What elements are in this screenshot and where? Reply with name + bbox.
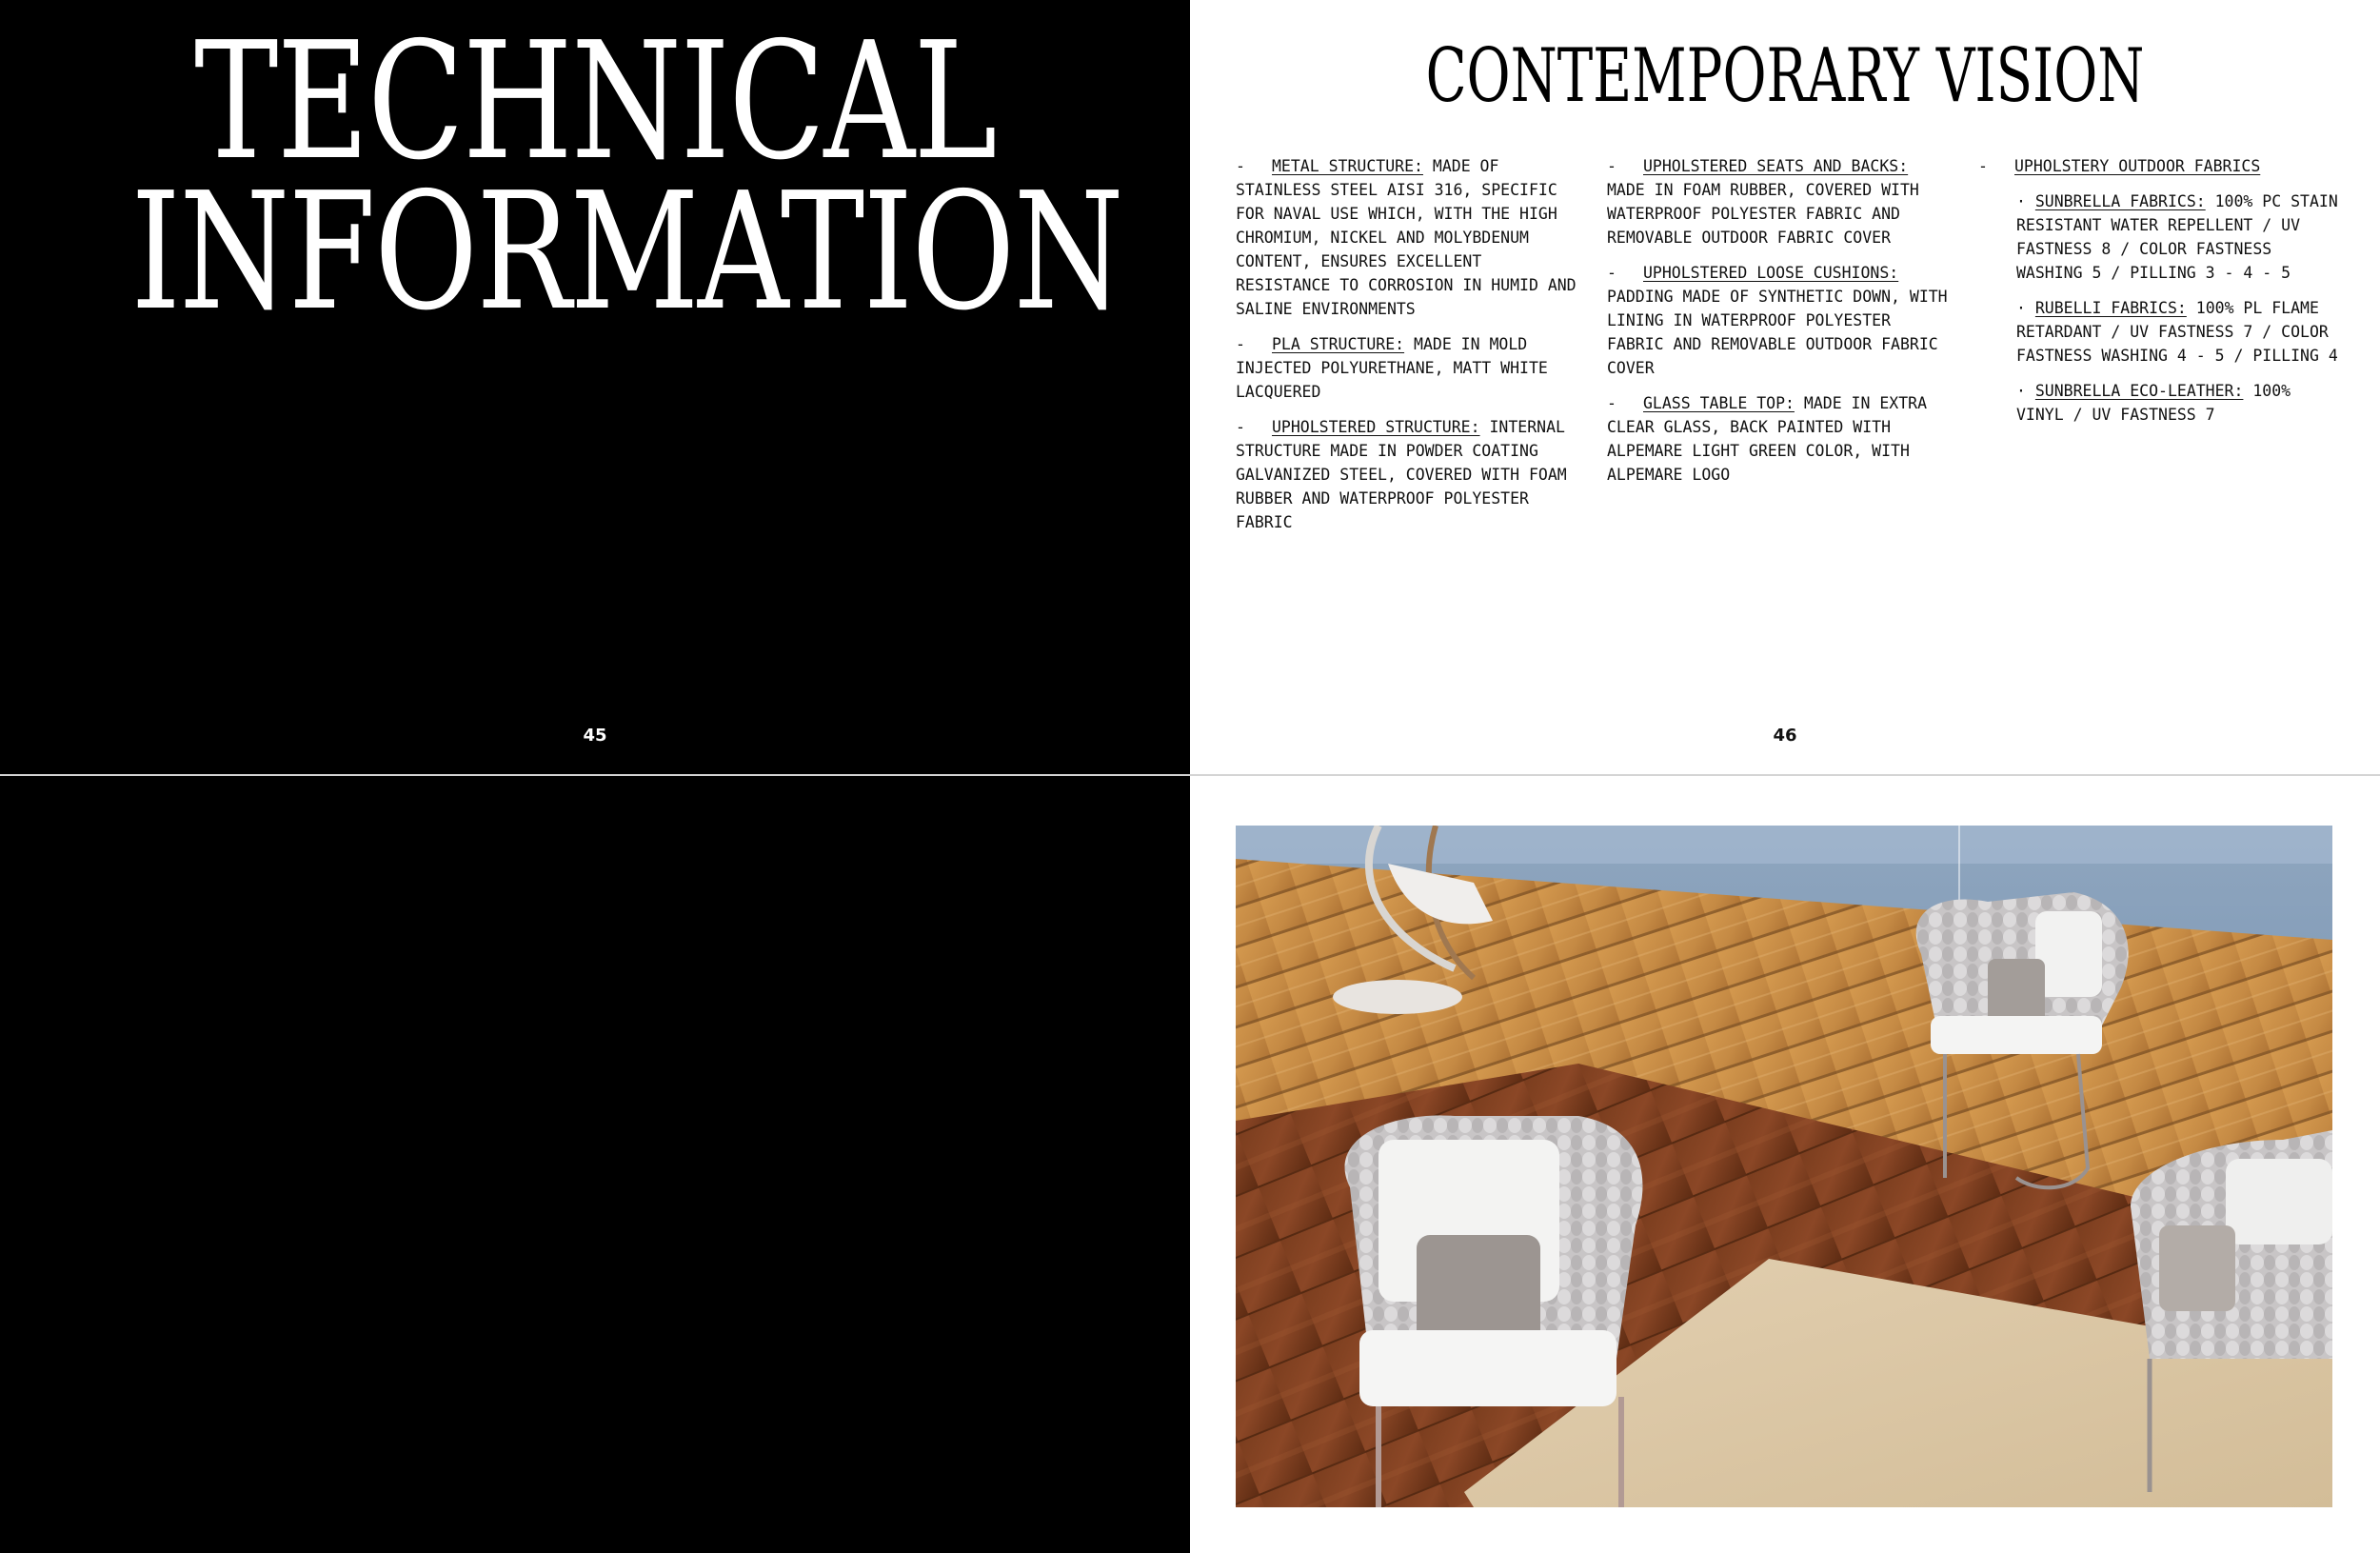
bullet-marker: · (2016, 192, 2026, 210)
fabric-text: 100% VINYL / UV FASTNESS 7 (2016, 382, 2291, 424)
spec-heading (1978, 154, 2340, 178)
spec-entry (1236, 332, 1578, 404)
spec-entry (1236, 154, 1578, 321)
spec-entry (1607, 154, 1950, 249)
spec-text: PADDING MADE OF SYNTHETIC DOWN, WITH LINING IN WATERPROOF POLYESTER FABRIC AND REMOVABLE OUTDOOR FABRIC COVER (1607, 288, 1948, 377)
spec-text: MADE OF STAINLESS STEEL AISI 316, SPECIFIC FOR NAVAL USE WHICH, WITH THE HIGH CHROMIUM, NICKEL AND MOLYBDENUM CONTENT, ENSURES EXCELLENT RESISTANCE TO CORROSION IN HUMID AND SALINE ENVIRONMENTS (1236, 157, 1577, 318)
page-number: 45 (583, 726, 607, 746)
spec-text: MADE IN MOLD INJECTED POLYURETHANE, MATT WHITE LACQUERED (1236, 335, 1548, 401)
fabric-entry (2016, 189, 2340, 285)
page-number: 46 (1773, 726, 1797, 746)
spec-text: MADE IN FOAM RUBBER, COVERED WITH WATERPROOF POLYESTER FABRIC AND REMOVABLE OUTDOOR FABRIC COVER (1607, 181, 1919, 247)
fabric-entry (2016, 379, 2340, 427)
spec-column-3 (1978, 154, 2340, 438)
spec-text: MADE IN EXTRA CLEAR GLASS, BACK PAINTED WITH ALPEMARE LIGHT GREEN COLOR, WITH ALPEMARE LOGO (1607, 394, 1928, 484)
fabric-term: SUNBRELLA FABRICS: (2034, 192, 2206, 210)
spec-text: INTERNAL STRUCTURE MADE IN POWDER COATING GALVANIZED STEEL, COVERED WITH FOAM RUBBER AND WATERPROOF POLYESTER FABRIC (1236, 418, 1567, 531)
fabric-entry (2016, 296, 2340, 368)
page-47 (0, 776, 1190, 1553)
page-title (130, 8, 1123, 347)
terrace-chairs-photo (1236, 826, 2332, 1507)
spec-term: UPHOLSTERED STRUCTURE: (1272, 418, 1480, 436)
spec-term: UPHOLSTERED LOOSE CUSHIONS: (1643, 264, 1899, 282)
dash-marker: - (1236, 157, 1245, 175)
fabric-text: 100% PC STAIN RESISTANT WATER REPELLENT / UV FASTNESS 8 / COLOR FASTNESS WASHING 5 / PILLING 3 - 4 - 5 (2016, 192, 2338, 282)
spec-term: UPHOLSTERED SEATS AND BACKS: (1643, 157, 1909, 175)
fabric-term: SUNBRELLA ECO-LEATHER: (2034, 382, 2244, 400)
page-46 (1190, 0, 2380, 774)
fabrics-heading: UPHOLSTERY OUTDOOR FABRICS (2014, 157, 2261, 175)
spec-term: PLA STRUCTURE: (1272, 335, 1405, 353)
dash-marker: - (1607, 157, 1616, 175)
fabric-text: 100% PL FLAME RETARDANT / UV FASTNESS 7 / COLOR FASTNESS WASHING 4 - 5 / PILLING 4 (2016, 299, 2338, 365)
dash-marker: - (1607, 394, 1616, 412)
spec-term: METAL STRUCTURE: (1272, 157, 1423, 175)
dash-marker: - (1236, 335, 1245, 353)
spec-column-1 (1236, 154, 1578, 546)
spec-entry (1607, 391, 1950, 487)
title-line-2: INFORMATION (130, 158, 1123, 347)
spec-column-2 (1607, 154, 1950, 498)
dash-marker: - (1978, 157, 1988, 175)
page-48 (1190, 776, 2380, 1553)
title-line-1: TECHNICAL (194, 8, 996, 196)
fabric-term: RUBELLI FABRICS: (2034, 299, 2187, 317)
dash-marker: - (1607, 264, 1616, 282)
dash-marker: - (1236, 418, 1245, 436)
section-title: CONTEMPORARY VISION (1425, 33, 2145, 119)
spec-entry (1607, 261, 1950, 380)
bullet-marker: · (2016, 299, 2026, 317)
page-45 (0, 0, 1190, 774)
spec-term: GLASS TABLE TOP: (1643, 394, 1795, 412)
spec-entry (1236, 415, 1578, 534)
bullet-marker: · (2016, 382, 2026, 400)
